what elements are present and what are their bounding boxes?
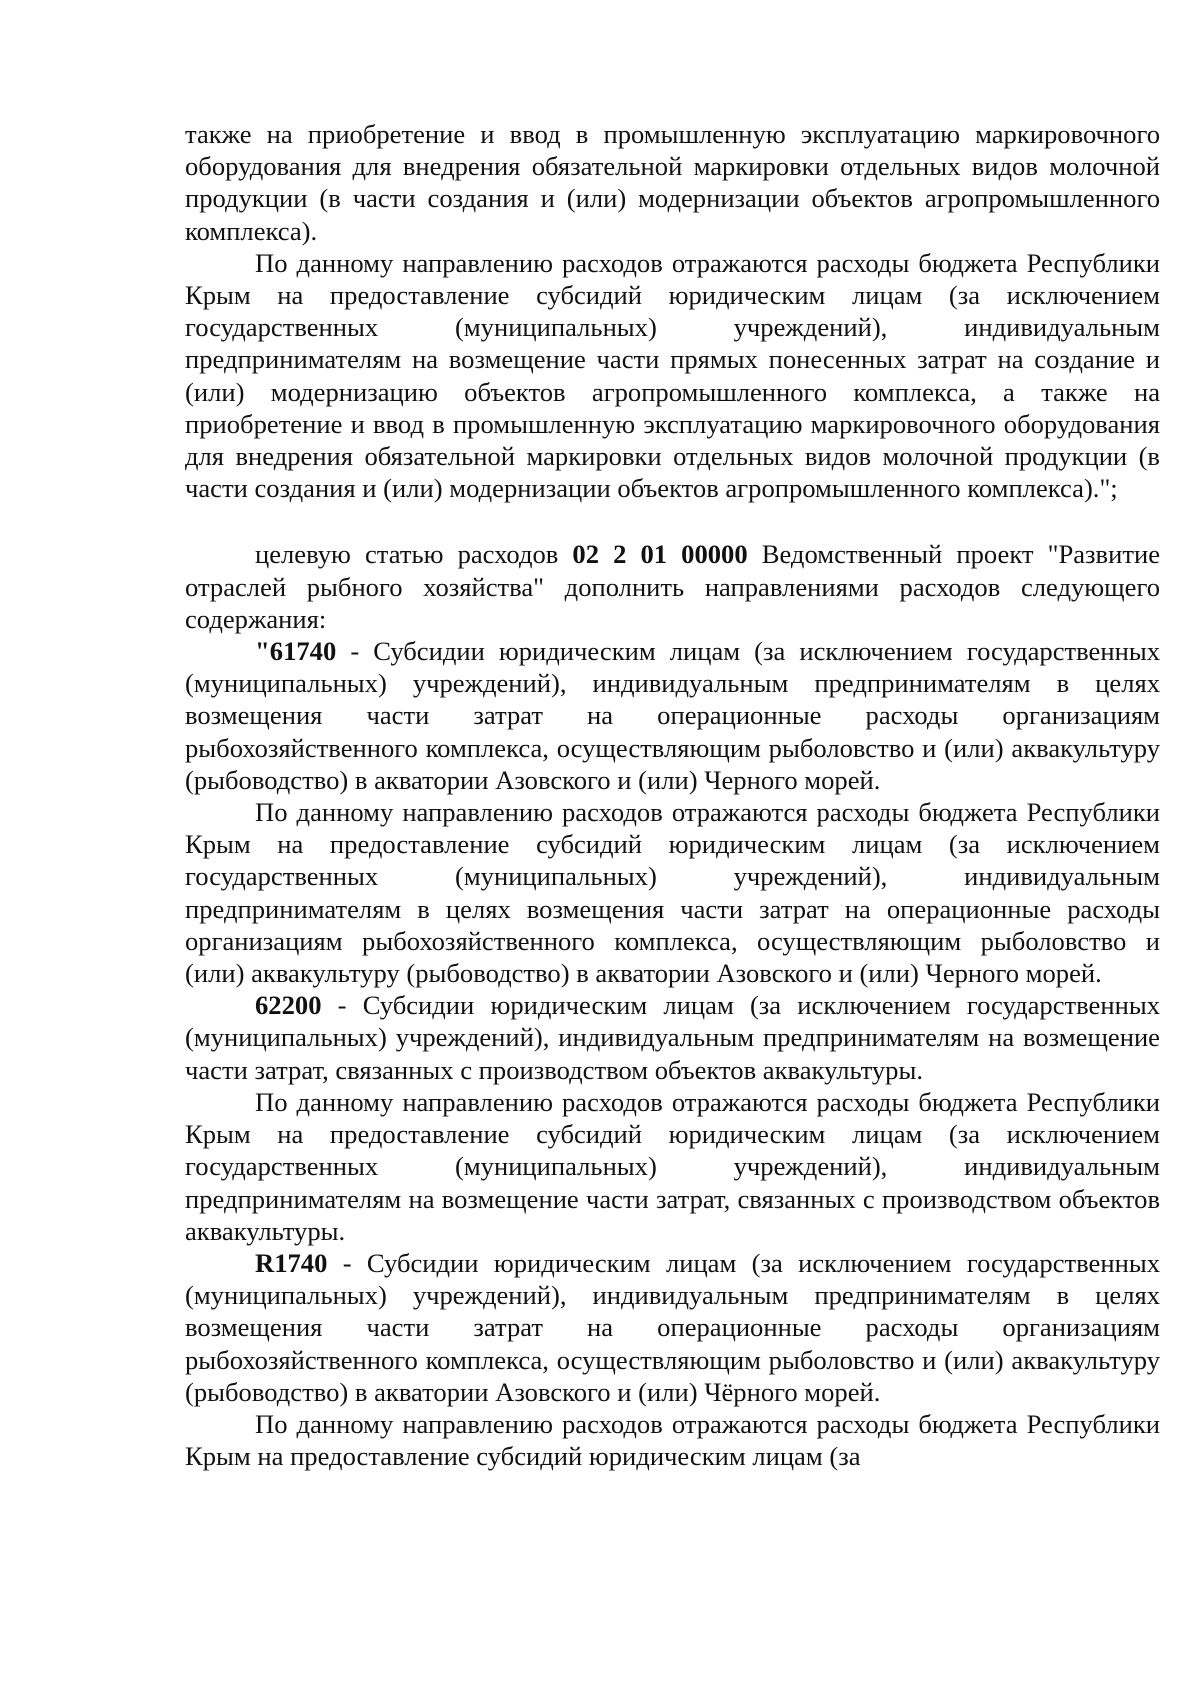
paragraph-direction-62200	[185, 989, 1160, 1086]
target-article-intro: целевую статью расходов	[255, 539, 573, 570]
target-article-title: Ведомственный проект "Развитие отраслей рыбного хозяйства" дополнить направлениями расходов следующего содержания:	[185, 539, 1160, 634]
direction-code-r1740: R1740	[255, 1247, 328, 1278]
paragraph-expense-description-r1740: По данному направлению расходов отражаются расходы бюджета Республики Крым на предоставление субсидий юридическим лицам (за	[185, 1408, 1160, 1472]
paragraph-expense-description-61740: По данному направлению расходов отражаются расходы бюджета Республики Крым на предоставление субсидий юридическим лицам (за исключением государственных (муниципальных) учреждений), индивидуальным предпринимателям в целях возмещения части затрат на операционные расходы организациям рыбохозяйственного комплекса, осуществляющим рыболовство и (или) аквакультуру (рыбоводство) в акватории Азовского и (или) Черного морей.	[185, 797, 1160, 989]
paragraph-target-article	[185, 538, 1160, 635]
paragraph-expense-description-62200: По данному направлению расходов отражаются расходы бюджета Республики Крым на предоставление субсидий юридическим лицам (за исключением государственных (муниципальных) учреждений), индивидуальным предпринимателям на возмещение части затрат, связанных с производством объектов аквакультуры.	[185, 1086, 1160, 1246]
direction-code-62200: 62200	[255, 990, 322, 1021]
document-page	[185, 118, 1160, 1472]
direction-code-61740	[255, 636, 336, 666]
direction-61740-text: - Субсидии юридическим лицам (за исключением государственных (муниципальных) учреждений), индивидуальным предпринимателям в целях возмещения части затрат на операционные расходы организациям рыбохозяйственного комплекса, осуществляющим рыболовство и (или) аквакультуру (рыбоводство) в акватории Азовского и (или) Черного морей.	[185, 636, 1160, 795]
paragraph-direction-r1740	[185, 1247, 1160, 1408]
paragraph-direction-61740	[185, 635, 1160, 796]
target-article-code: 02 2 01 00000	[572, 539, 748, 570]
direction-code-61740-value: 61740	[269, 636, 337, 667]
paragraph-expense-description-agro: По данному направлению расходов отражаются расходы бюджета Республики Крым на предоставление субсидий юридическим лицам (за исключением государственных (муниципальных) учреждений), индивидуальным предпринимателям на возмещение части прямых понесенных затрат на создание и (или) модернизацию объектов агропромышленного комплекса, а также на приобретение и ввод в промышленную эксплуатацию маркировочного оборудования для внедрения обязательной маркировки отдельных видов молочной продукции (в части создания и (или) модернизации объектов агропромышленного комплекса).";	[185, 247, 1160, 504]
opening-quote: "	[255, 636, 270, 667]
direction-62200-text: - Субсидии юридическим лицам (за исключением государственных (муниципальных) учреждений), индивидуальным предпринимателям на возмещение части затрат, связанных с производством объектов аквакультуры.	[185, 990, 1160, 1085]
direction-r1740-text: - Субсидии юридическим лицам (за исключением государственных (муниципальных) учреждений), индивидуальным предпринимателям в целях возмещения части затрат на операционные расходы организациям рыбохозяйственного комплекса, осуществляющим рыболовство и (или) аквакультуру (рыбоводство) в акватории Азовского и (или) Чёрного морей.	[185, 1247, 1160, 1407]
paragraph-continuation: также на приобретение и ввод в промышленную эксплуатацию маркировочного оборудования для внедрения обязательной маркировки отдельных видов молочной продукции (в части создания и (или) модернизации объектов агропромышленного комплекса).	[185, 119, 1160, 246]
